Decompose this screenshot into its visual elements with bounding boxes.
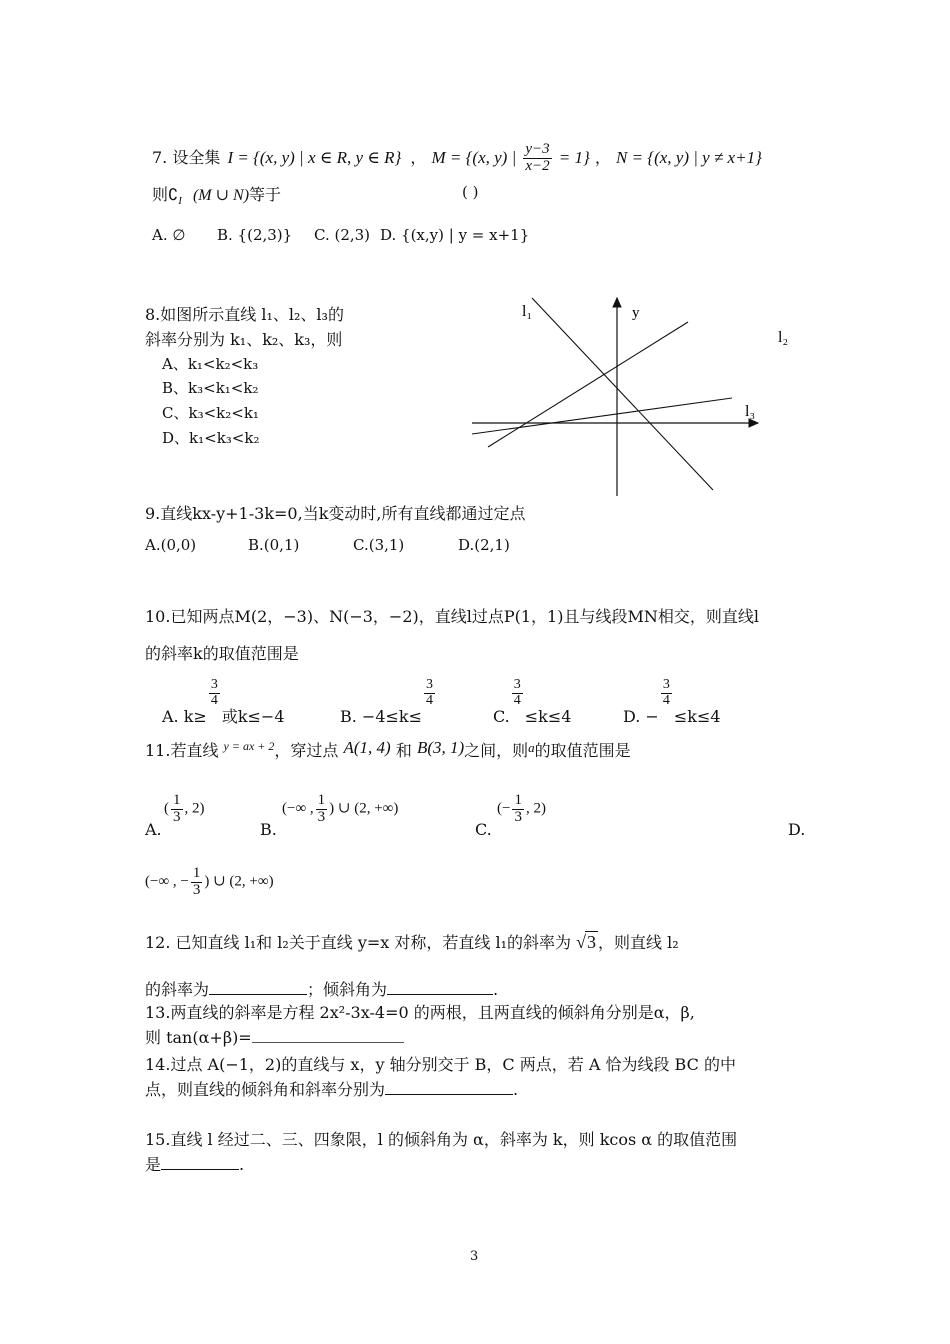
q12-slope-blank[interactable] [209, 979, 307, 995]
q14-answer-blank[interactable] [385, 1079, 513, 1095]
q8-line1: 8.如图所示直线 l₁、l₂、l₃的 [145, 305, 344, 324]
q10-option-c: C. $\frac{3}{4}$ ≤k≤4 [493, 677, 572, 726]
q9-option-a: A.(0,0) [145, 536, 197, 554]
q7-option-c: C. (2,3) [314, 226, 371, 244]
q9-stem: 9.直线kx-y+1-3k=0,当k变动时,所有直线都通过定点 [145, 504, 526, 523]
label-y: y [632, 305, 640, 321]
q13-answer-blank[interactable] [252, 1027, 404, 1043]
q11-option-c: (− $\frac{1}{3}$ , 2) [497, 792, 546, 825]
q13-line1: 13.两直线的斜率是方程 2x²-3x-4=0 的两根，且两直线的倾斜角分别是α，β, [145, 1003, 695, 1022]
q12-line2: 的斜率为 ；倾斜角为 . [145, 980, 499, 999]
q8-option-a: A、k₁<k₂<k₃ [162, 355, 259, 373]
q10-line2: 的斜率k的取值范围是 [145, 644, 299, 663]
q14-line1: 14.过点 A(−1，2)的直线与 x，y 轴分别交于 B，C 两点，若 A 恰为线段 BC 的中 [145, 1055, 736, 1074]
label-l3: l₃ [745, 403, 756, 420]
q10-line1: 10.已知两点M(2，−3)、N(−3，−2)，直线l过点P(1，1)且与线段MN相交，则直线l [145, 607, 759, 626]
q7-line2: 则$∁_I$ (M ∪ N)等于 [152, 185, 282, 208]
q9-option-b: B.(0,1) [248, 536, 300, 554]
q13-line2: 则 tan(α+β)= [145, 1025, 404, 1048]
q11-option-d: (−∞ , − $\frac{1}{3}$ ) ∪ (2, +∞) [145, 865, 274, 898]
q10-option-b: B. −4≤k≤ $\frac{3}{4}$ [340, 677, 434, 726]
q15-line2: 是 . [145, 1155, 245, 1174]
label-l1: l₁ [522, 303, 533, 320]
q11-stem: 11.若直线 $^{y = ax + 2}$，穿过点 A(1, 4) 和 B(3, 1)之间，则$^a$的取值范围是 [145, 738, 631, 760]
q15-answer-blank[interactable] [161, 1154, 239, 1170]
q15-line1: 15.直线 l 经过二、三、四象限，l 的倾斜角为 α，斜率为 k，则 kcos α 的取值范围 [145, 1130, 738, 1149]
q11-label-c: C. [475, 820, 492, 839]
line-l1 [532, 298, 713, 490]
q11-option-a: ( $\frac{1}{3}$ , 2) [164, 792, 205, 825]
q8-option-c: C、k₃<k₂<k₁ [162, 404, 259, 422]
q10-option-d: D. − $\frac{3}{4}$ ≤k≤4 [623, 677, 721, 726]
q11-label-a: A. [145, 820, 162, 839]
q10-option-a: A. k≥ $\frac{3}{4}$ 或k≤−4 [162, 677, 285, 726]
q7-option-b: B. {(2,3)} [217, 226, 293, 244]
q7-stem: 7. 设全集 I = {(x, y) | x ∈ R, y ∈ R} ， M = {(x, y) | $\frac{y-3}{x-2}$ = 1} ， N = {(x, y) | y ≠ x+1} [152, 141, 762, 174]
q11-label-d: D. [788, 820, 806, 839]
q7-answer-paren: ( ) [462, 183, 479, 201]
q9-option-c: C.(3,1) [353, 536, 405, 554]
q8-line2: 斜率分别为 k₁、k₂、k₃，则 [145, 330, 343, 349]
line-l3 [472, 398, 732, 434]
q7-option-a: A. ∅ [152, 226, 186, 244]
line-l2 [488, 322, 688, 447]
q14-line2: 点，则直线的倾斜角和斜率分别为 . [145, 1080, 519, 1099]
label-l2: l₂ [778, 329, 789, 346]
q12-line1: 12. 已知直线 l₁和 l₂关于直线 y=x 对称，若直线 l₁的斜率为 √3 ，则直线 l₂ [145, 932, 679, 952]
page-number: 3 [470, 1249, 479, 1264]
q7-option-d: D. {(x,y) | y = x+1} [380, 226, 530, 244]
q8-option-d: D、k₁<k₃<k₂ [162, 429, 260, 447]
q8-option-b: B、k₃<k₁<k₂ [162, 379, 259, 397]
q12-angle-blank[interactable] [387, 979, 493, 995]
q11-option-b: (−∞ , $\frac{1}{3}$ ) ∪ (2, +∞) [282, 792, 399, 825]
q9-option-d: D.(2,1) [458, 536, 510, 554]
q8-line-figure [460, 290, 810, 505]
q11-label-b: B. [260, 820, 277, 839]
